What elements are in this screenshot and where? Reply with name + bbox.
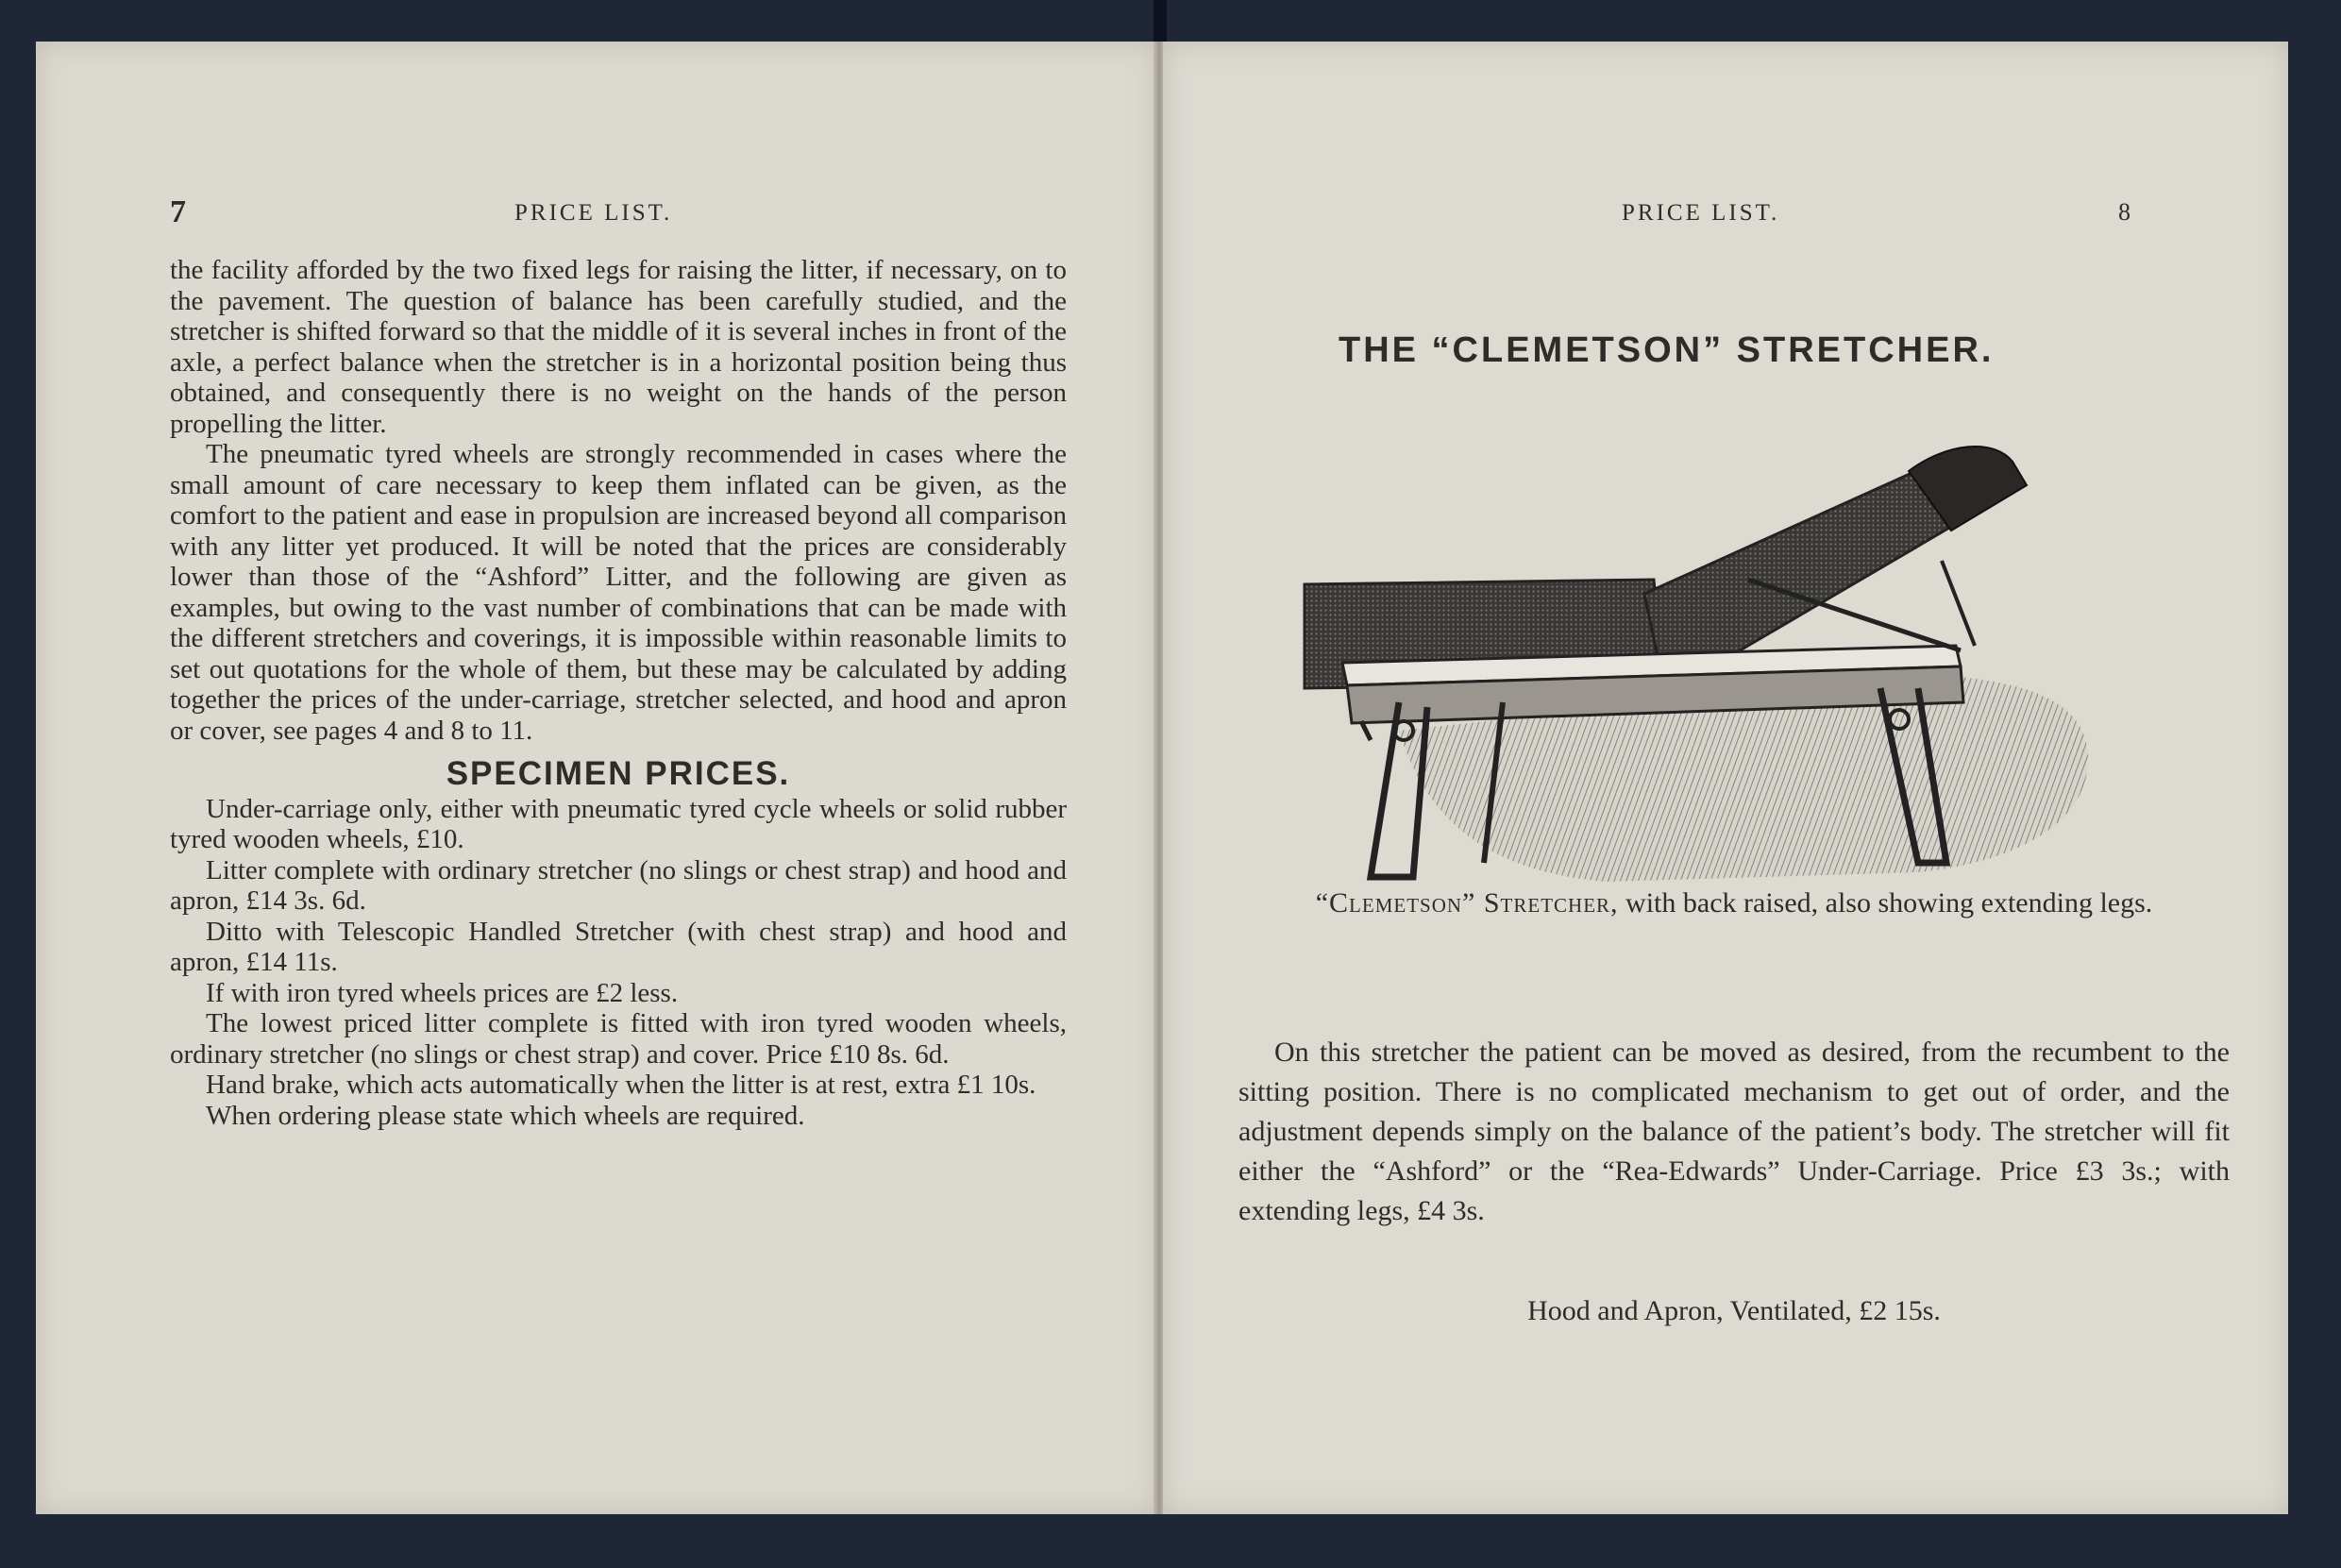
gutter-shadow: [1154, 0, 1167, 43]
paragraph: the facility afforded by the two fixed legs for raising the litter, if necessary, on to the pavement. The question of balance has been carefully studied, and the stretcher is shifted forward so that the middle of it is several inches in front of the axle, a perfect balance when the stretcher is in a horizontal position being thus obtained, and consequently there is no weight on the hands of the person propelling the litter.: [170, 255, 1067, 439]
caption-name: “Clemetson” Stretcher,: [1315, 887, 1619, 919]
caption-text: with back raised, also showing extending legs.: [1618, 887, 2153, 919]
specimen-item: Under-carriage only, either with pneumatic tyred cycle wheels or solid rubber tyred wooden wheels, £10.: [170, 793, 1067, 854]
right-page: [1163, 42, 2288, 1514]
running-head-right: PRICE LIST.: [1622, 200, 1780, 226]
specimen-item: Ditto with Telescopic Handled Stretcher (with chest strap) and hood and apron, £14 11s.: [170, 916, 1067, 977]
specimen-item: Hand brake, which acts automatically when the litter is at rest, extra £1 10s.: [206, 1070, 1036, 1100]
clemetson-stretcher-illustration: [1257, 419, 2182, 910]
paragraph: On this stretcher the patient can be moved as desired, from the recumbent to the sitting position. There is no complicated mechanism to get out of order, and the adjustment depends simply on the balance of the patient’s body. The stretcher will fit either the “Ashford” or the “Rea-Edwards” Under-Carriage. Price £3 3s.; with extending legs, £4 3s.: [1238, 1037, 2230, 1226]
specimen-item: Litter complete with ordinary stretcher (no slings or chest strap) and hood and apron, £14 3s. 6d.: [170, 854, 1067, 916]
left-body: [170, 255, 1067, 1131]
running-head-left: PRICE LIST.: [514, 200, 673, 226]
specimen-prices-heading: SPECIMEN PRICES.: [446, 755, 791, 792]
specimen-item: If with iron tyred wheels prices are £2 less.: [206, 977, 679, 1008]
paragraph: The pneumatic tyred wheels are strongly recommended in cases where the small amount of care necessary to keep them inflated can be given, as the comfort to the patient and ease in propulsion are increased beyond all comparison with any litter yet produced. It will be noted that the prices are considerably lower than those of the “Ashford” Litter, and the following are given as examples, but owing to the vast number of combinations that can be made with the different stretchers and coverings, it is impossible within reasonable limits to set out quotations for the whole of them, but these may be calculated by adding together the prices of the under-carriage, stretcher selected, and hood and apron or cover, see pages 4 and 8 to 11.: [170, 439, 1067, 746]
page-number-right: 8: [2118, 198, 2130, 226]
stretcher-title: THE “CLEMETSON” STRETCHER.: [1339, 330, 1995, 370]
right-body: [1238, 1033, 2230, 1231]
specimen-item: The lowest priced litter complete is fitted with iron tyred wooden wheels, ordinary stretcher (no slings or chest strap) and cover. Price £10 8s. 6d.: [170, 1008, 1067, 1070]
page-number-left: 7: [170, 194, 186, 229]
hood-apron-price: Hood and Apron, Ventilated, £2 15s.: [1527, 1295, 1941, 1326]
illustration-caption: [1238, 884, 2230, 923]
back-strut: [1942, 561, 1975, 646]
left-page: [36, 42, 1157, 1514]
leg-hinge: [1361, 721, 1371, 740]
specimen-item: When ordering please state which wheels are required.: [206, 1100, 805, 1131]
